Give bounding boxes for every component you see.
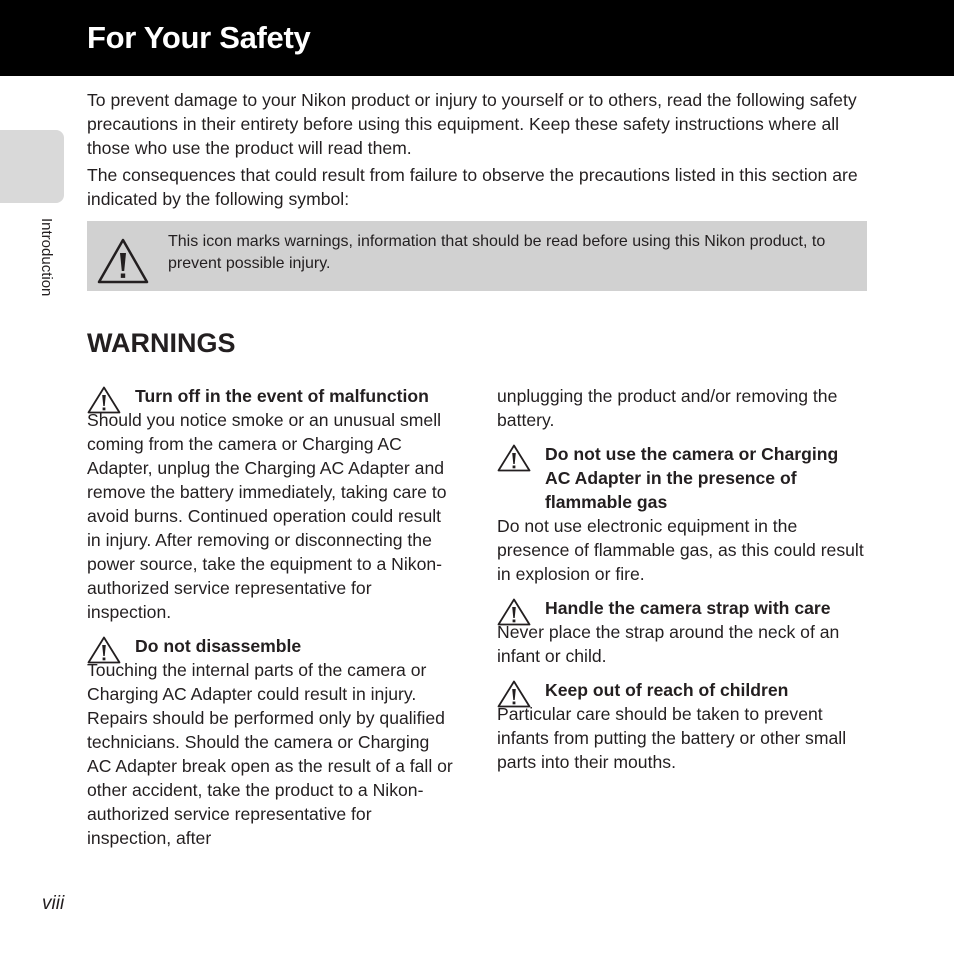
warning-title: Handle the camera strap with care [545,598,831,618]
warning-triangle-icon [497,680,531,708]
warning-triangle-icon [87,636,121,664]
warning-title: Keep out of reach of children [545,680,789,700]
section-title: WARNINGS [87,328,236,358]
warning-triangle-icon [497,444,531,472]
warning-title: Turn off in the event of malfunction [135,386,429,406]
warning-heading [87,634,455,658]
intro-paragraph: The consequences that could result from failure to observe the precautions listed in this section are indicated by the following symbol: [87,165,858,209]
warning-legend-box [87,221,867,291]
warning-title: Do not use the camera or Charging AC Adapter in the presence of flammable gas [545,444,839,512]
intro-paragraph: To prevent damage to your Nikon product or injury to yourself or to others, read the following safety precautions in their entirety before using this equipment. Keep these safety instructions where all those who use the product will read them. [87,90,857,158]
warning-heading [497,442,865,514]
warning-heading [497,678,865,702]
warning-body: Particular care should be taken to prevent infants from putting the battery or other small parts into their mouths. [497,704,847,772]
warnings-column-right [497,384,865,774]
warning-triangle-icon [87,386,121,414]
warning-triangle-icon [497,598,531,626]
warning-heading [87,384,455,408]
warning-body: Do not use electronic equipment in the presence of flammable gas, as this could result in explosion or fire. [497,516,864,584]
chapter-tab [0,130,64,203]
chapter-label: Introduction [38,218,55,297]
warning-body: Should you notice smoke or an unusual smell coming from the camera or Charging AC Adapter, unplug the Charging AC Adapter and remove the battery immediately, taking care to avoid burns. Continued operation could result in injury. After removing or disconnecting the power source, take the equipment to a Nikon-authorized service representative for inspection. [87,410,447,622]
warning-body: Never place the strap around the neck of an infant or child. [497,622,840,666]
page-header [0,0,954,76]
warnings-column-left [87,384,455,850]
warning-body-continued: unplugging the product and/or removing the battery. [497,386,838,430]
intro-section [87,88,867,214]
page-number: viii [42,893,65,914]
warning-heading [497,596,865,620]
warning-body: Touching the internal parts of the camera or Charging AC Adapter could result in injury. Repairs should be performed only by qualified technicians. Should the camera or Charging AC Adapter break open as the result of a fall or other accident, take the product to a Nikon-authorized service representative for inspection, after [87,660,453,848]
warning-triangle-icon [97,238,149,284]
warning-title: Do not disassemble [135,636,302,656]
page-title: For Your Safety [87,20,311,55]
warning-legend-text: This icon marks warnings, information that should be read before using this Nikon product, to prevent possible injury. [168,233,826,272]
